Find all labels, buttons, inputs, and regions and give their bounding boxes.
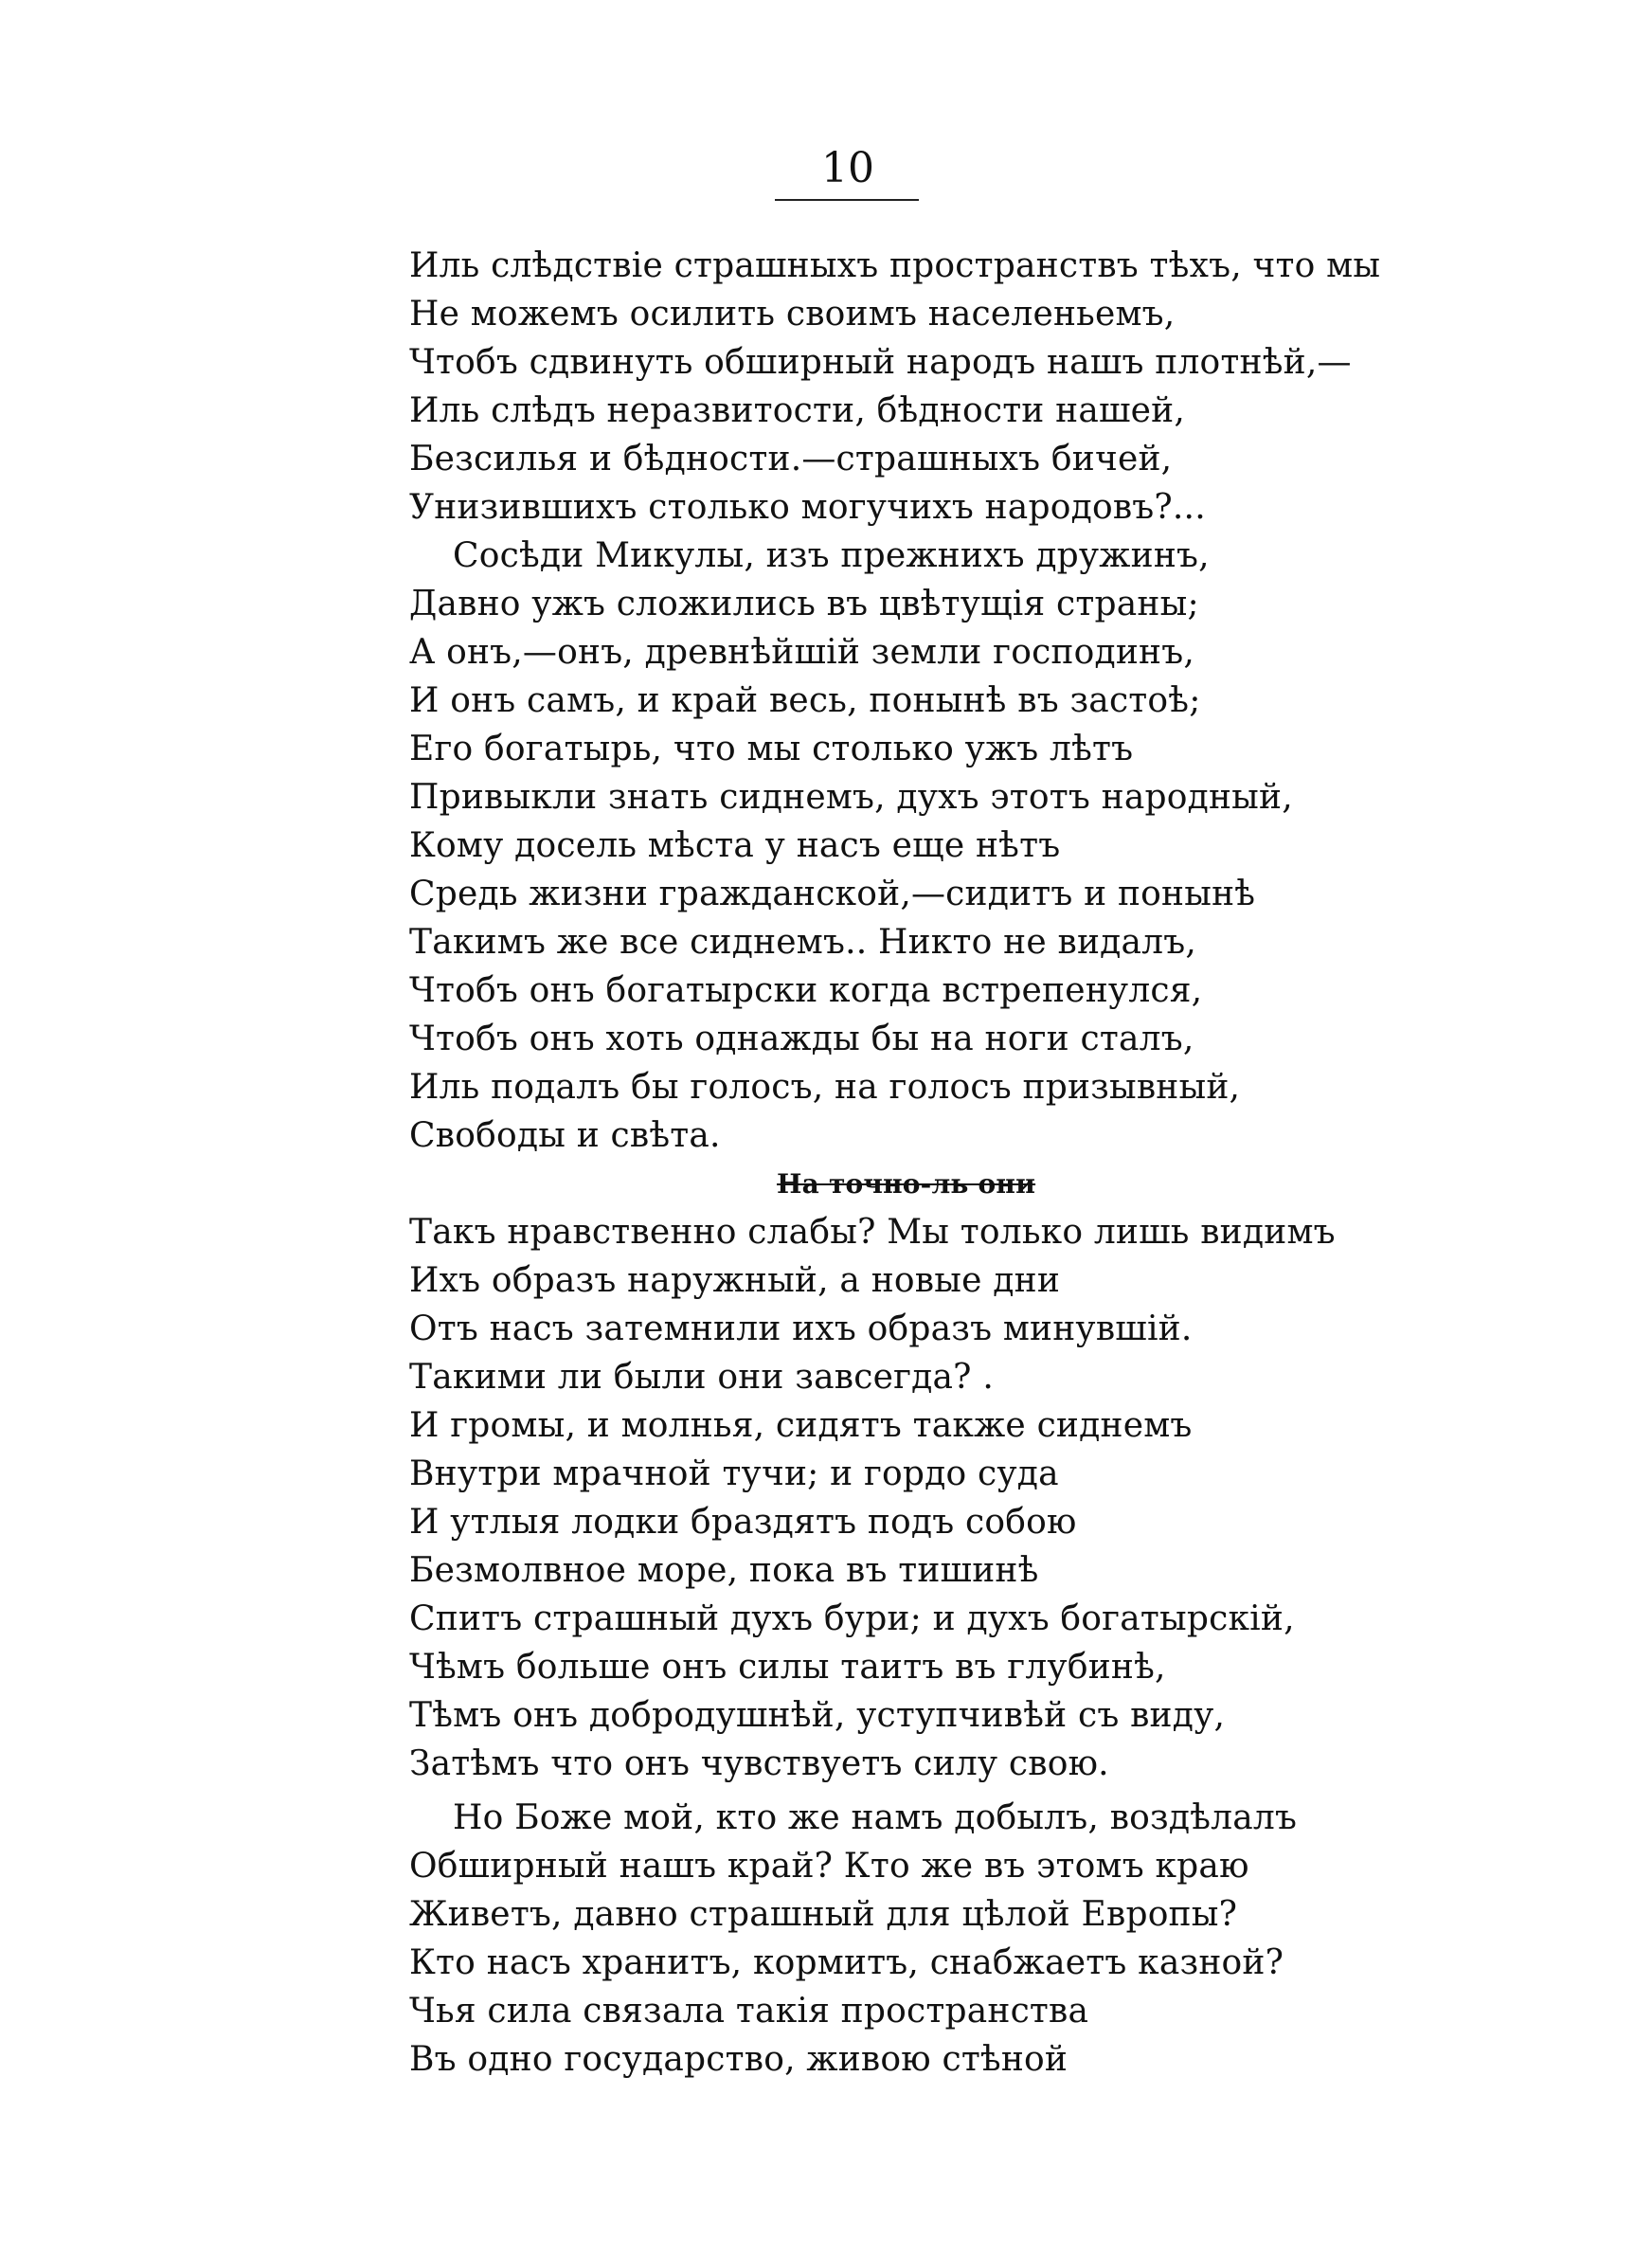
page-number: 10 (821, 144, 874, 192)
verse-line: Въ одно государство, живою стѣной (409, 2040, 1068, 2079)
verse-line: Кому досель мѣста у насъ еще нѣтъ (409, 826, 1061, 865)
verse-line: Но Боже мой, кто же намъ добылъ, воздѣлалъ (453, 1798, 1298, 1837)
verse-line: Привыкли знать сиднемъ, духъ этотъ народный, (409, 778, 1293, 817)
verse-line: Свободы и свѣта. (409, 1116, 721, 1155)
stanza-4 (409, 1794, 1338, 2084)
verse-line: Спитъ страшный духъ бури; и духъ богатырскій, (409, 1599, 1295, 1638)
verse-line: А онъ,—онъ, древнѣйшій земли господинъ, (409, 633, 1194, 672)
verse-line: Кто насъ хранитъ, кормитъ, снабжаетъ казной? (409, 1943, 1284, 1982)
verse-line: Чтобъ онъ хоть однажды бы на ноги сталъ, (409, 1020, 1194, 1058)
verse-line: Затѣмъ что онъ чувствуетъ силу свою. (409, 1744, 1109, 1783)
struck-through-line: На точно-ль они (777, 1168, 1036, 1200)
stanza-3 (409, 1208, 1338, 1788)
verse-line: Безсилья и бѣдности.—страшныхъ бичей, (409, 440, 1173, 478)
verse-line: Не можемъ осилить своимъ населеньемъ, (409, 295, 1176, 334)
verse-line: Чтобъ сдвинуть обширный народъ нашъ плотнѣй,— (409, 343, 1352, 382)
verse-line: Тѣмъ онъ добродушнѣй, уступчивѣй съ виду, (409, 1696, 1226, 1735)
verse-line: Такимъ же все сиднемъ.. Никто не видалъ, (409, 923, 1196, 962)
page-number-rule (775, 199, 919, 201)
verse-line: Иль слѣдъ неразвитости, бѣдности нашей, (409, 391, 1186, 430)
poem-text (409, 242, 1381, 2084)
verse-line: Иль подалъ бы голосъ, на голосъ призывный, (409, 1068, 1241, 1107)
verse-line: Чѣмъ больше онъ силы таитъ въ глубинѣ, (409, 1648, 1166, 1687)
verse-line: И онъ самъ, и край весь, понынѣ въ застоѣ; (409, 681, 1201, 720)
stanza-2 (409, 532, 1338, 1160)
verse-line: Отъ насъ затемнили ихъ образъ минувшій. (409, 1309, 1193, 1348)
verse-line: Внутри мрачной тучи; и гордо суда (409, 1454, 1059, 1493)
verse-line: Унизившихъ столько могучихъ народовъ?... (409, 488, 1206, 527)
verse-line: Чья сила связала такія пространства (409, 1992, 1089, 2031)
stanza-1 (409, 242, 1381, 532)
verse-line: Чтобъ онъ богатырски когда встрепенулся, (409, 971, 1203, 1010)
verse-line: Средь жизни гражданской,—сидитъ и понынѣ (409, 875, 1256, 913)
verse-line: Давно ужъ сложились въ цвѣтущія страны; (409, 585, 1199, 623)
verse-line: Иль слѣдствіе страшныхъ пространствъ тѣхъ, что мы (409, 246, 1381, 285)
verse-line: И утлыя лодки браздятъ подъ собою (409, 1503, 1077, 1542)
verse-line: Живетъ, давно страшный для цѣлой Европы? (409, 1895, 1238, 1934)
verse-line: Ихъ образъ наружный, а новые дни (409, 1261, 1061, 1300)
verse-line: Обширный нашъ край? Кто же въ этомъ краю (409, 1847, 1249, 1886)
verse-line: Безмолвное море, пока въ тишинѣ (409, 1551, 1039, 1590)
verse-line: Сосѣди Микулы, изъ прежнихъ дружинъ, (453, 536, 1210, 575)
verse-line: Такими ли были они завсегда? . (409, 1358, 994, 1397)
verse-line: Его богатырь, что мы столько ужъ лѣтъ (409, 730, 1134, 768)
verse-line: И громы, и молнья, сидятъ также сиднемъ (409, 1406, 1193, 1445)
verse-line: Такъ нравственно слабы? Мы только лишь видимъ (409, 1213, 1336, 1252)
